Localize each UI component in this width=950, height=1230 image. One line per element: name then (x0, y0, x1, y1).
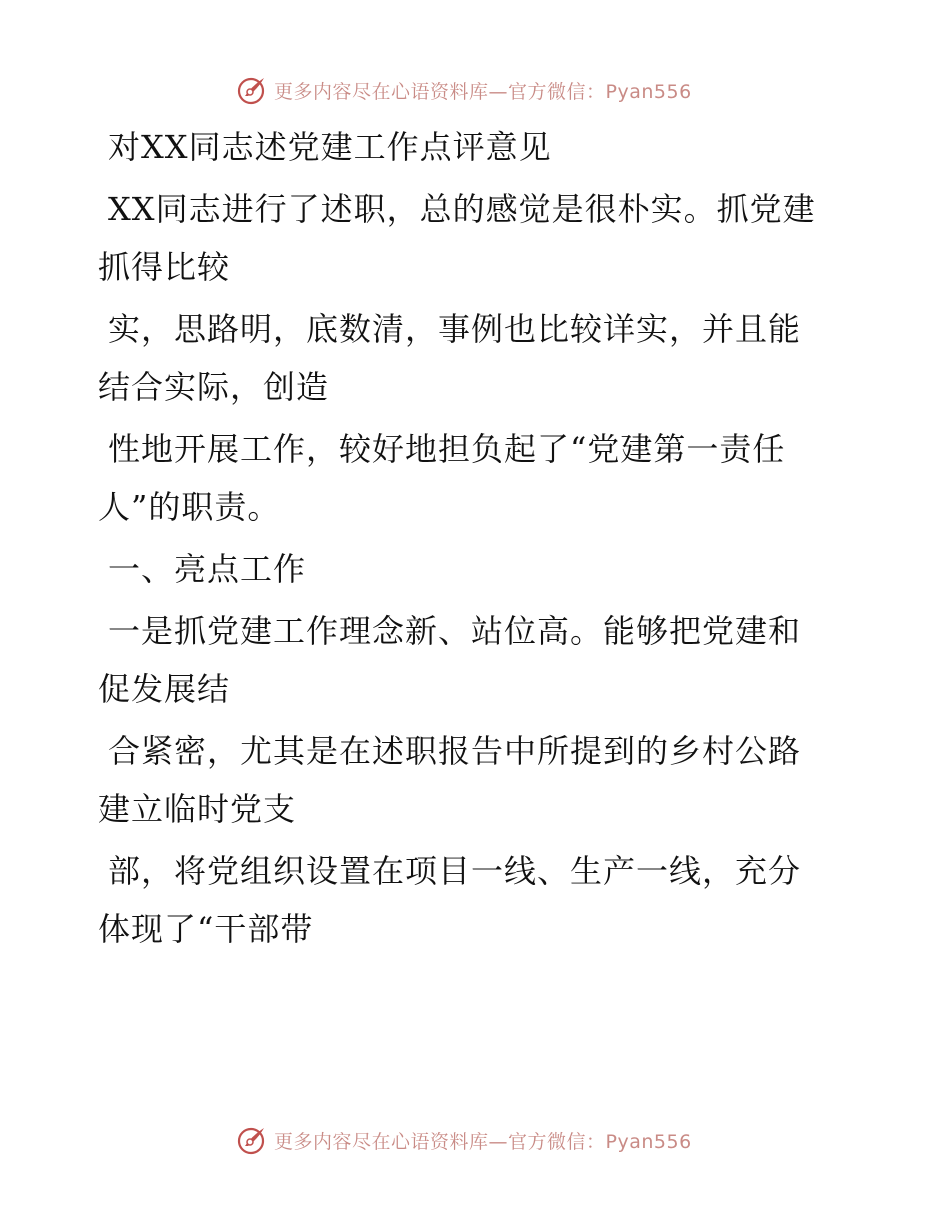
feather-seal-icon (236, 1124, 268, 1156)
text-line: 一是抓党建工作理念新、站位高。能够把党建和 (108, 612, 802, 650)
document-body (98, 118, 838, 962)
text-line: 抓得比较 (98, 248, 231, 286)
paragraph (98, 420, 838, 536)
footer-watermark (236, 1122, 692, 1158)
text-line: 一、亮点工作 (108, 550, 307, 588)
header-watermark (236, 72, 692, 108)
text-line: 实，思路明，底数清，事例也比较详实，并且能 (108, 310, 802, 348)
paragraph (98, 842, 838, 958)
text-line: 性地开展工作，较好地担负起了“党建第一责任 (108, 430, 786, 468)
text-line: 对XX同志述党建工作点评意见 (108, 128, 552, 166)
text-line: XX同志进行了述职，总的感觉是很朴实。抓党建 (108, 190, 816, 228)
paragraph (98, 180, 838, 296)
watermark-text: 更多内容尽在心语资料库—官方微信：Pyan556 (274, 1130, 692, 1153)
section-heading (98, 540, 838, 598)
paragraph (98, 602, 838, 718)
document-title (98, 118, 838, 176)
text-line: 建立临时党支 (98, 790, 297, 828)
text-line: 促发展结 (98, 670, 231, 708)
text-line: 体现了“干部带 (98, 910, 314, 948)
text-line: 人”的职责。 (98, 488, 281, 526)
text-line: 结合实际，创造 (98, 368, 330, 406)
text-line: 部，将党组织设置在项目一线、生产一线，充分 (108, 852, 802, 890)
feather-seal-icon (236, 74, 268, 106)
paragraph (98, 300, 838, 416)
paragraph (98, 722, 838, 838)
text-line: 合紧密，尤其是在述职报告中所提到的乡村公路 (108, 732, 802, 770)
watermark-text: 更多内容尽在心语资料库—官方微信：Pyan556 (274, 80, 692, 103)
